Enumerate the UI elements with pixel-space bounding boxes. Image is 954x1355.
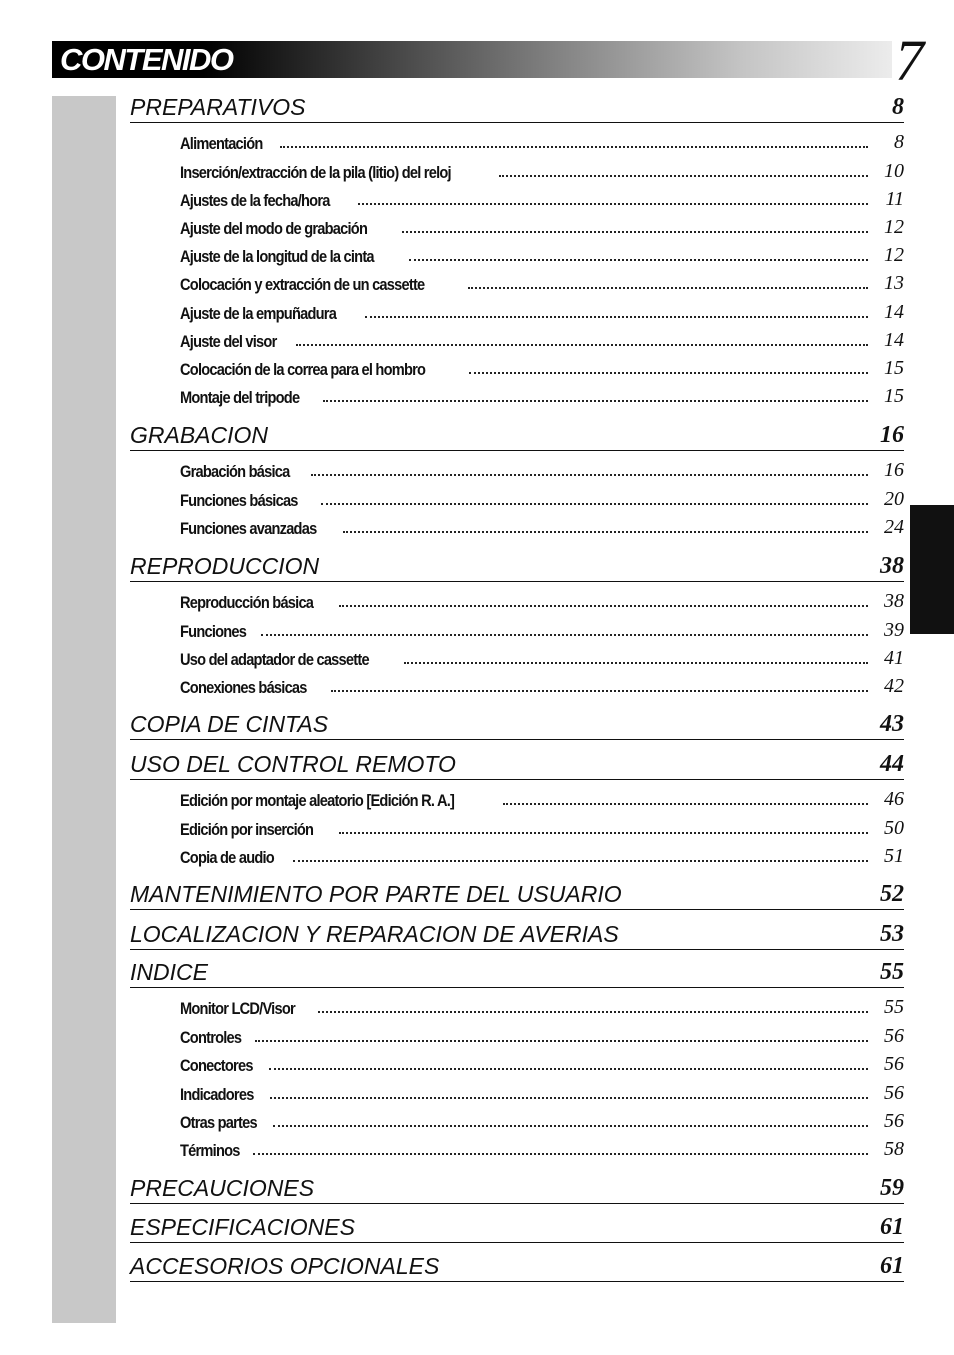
dot-leader — [273, 1124, 868, 1127]
dot-leader — [343, 530, 868, 533]
section-page-number: 61 — [880, 1253, 904, 1279]
dot-leader — [469, 371, 868, 374]
toc-entry[interactable] — [180, 352, 904, 380]
toc-entry[interactable] — [180, 1048, 904, 1076]
toc-entry[interactable] — [180, 812, 904, 840]
dot-leader — [365, 315, 868, 318]
entry-label: Ajuste de la longitud de la cinta — [180, 247, 374, 266]
toc-entry[interactable] — [180, 585, 904, 613]
toc-entry[interactable] — [180, 239, 904, 267]
entry-page-number: 42 — [884, 675, 904, 697]
dot-leader — [409, 258, 868, 261]
toc-entry[interactable] — [180, 483, 904, 511]
toc-entry[interactable] — [180, 183, 904, 211]
entry-page-number: 38 — [884, 590, 904, 612]
dot-leader — [402, 230, 868, 233]
toc-entry[interactable] — [180, 1133, 904, 1161]
dot-leader — [318, 1010, 868, 1013]
entry-label: Colocación y extracción de un cassette — [180, 275, 425, 294]
entry-page-number: 15 — [884, 385, 904, 407]
entry-page-number: 50 — [884, 817, 904, 839]
toc-section[interactable] — [130, 919, 904, 950]
dot-leader — [311, 473, 868, 476]
toc-entry[interactable] — [180, 783, 904, 811]
section-title: PREPARATIVOS — [130, 94, 306, 120]
entry-label: Edición por montaje aleatorio [Edición R. A.] — [180, 791, 455, 810]
dot-leader — [255, 1039, 868, 1042]
toc-section[interactable] — [130, 957, 904, 988]
toc-section[interactable] — [130, 551, 904, 582]
entry-page-number: 16 — [884, 459, 904, 481]
entry-label: Colocación de la correa para el hombro — [180, 360, 426, 379]
entry-label: Copia de audio — [180, 848, 274, 867]
entry-page-number: 56 — [884, 1082, 904, 1104]
section-page-number: 44 — [880, 751, 904, 777]
entry-label: Términos — [180, 1141, 240, 1160]
entry-label: Otras partes — [180, 1113, 257, 1132]
toc-entry[interactable] — [180, 155, 904, 183]
dot-leader — [331, 689, 868, 692]
dot-leader — [358, 202, 868, 205]
toc-entry[interactable] — [180, 126, 904, 154]
section-page-number: 16 — [880, 422, 904, 448]
entry-page-number: 14 — [884, 301, 904, 323]
toc-section[interactable] — [130, 420, 904, 451]
entry-page-number: 12 — [884, 244, 904, 266]
entry-label: Edición por inserción — [180, 820, 314, 839]
section-title: REPRODUCCION — [130, 553, 320, 579]
entry-label: Ajuste del modo de grabación — [180, 219, 368, 238]
entry-page-number: 56 — [884, 1053, 904, 1075]
toc-entry[interactable] — [180, 614, 904, 642]
side-thumb-tab — [910, 505, 954, 634]
left-margin-band — [52, 96, 116, 1323]
toc-entry[interactable] — [180, 840, 904, 868]
section-page-number: 55 — [880, 959, 904, 985]
dot-leader — [499, 174, 868, 177]
entry-page-number: 55 — [884, 996, 904, 1018]
section-title: USO DEL CONTROL REMOTO — [130, 751, 456, 777]
entry-page-number: 10 — [884, 160, 904, 182]
dot-leader — [404, 661, 868, 664]
entry-label: Funciones avanzadas — [180, 519, 317, 538]
entry-page-number: 12 — [884, 216, 904, 238]
entry-page-number: 41 — [884, 647, 904, 669]
section-page-number: 43 — [880, 711, 904, 737]
toc-entry[interactable] — [180, 296, 904, 324]
page-title: CONTENIDO — [60, 42, 233, 77]
entry-label: Ajustes de la fecha/hora — [180, 191, 330, 210]
entry-page-number: 58 — [884, 1138, 904, 1160]
toc-section[interactable] — [130, 879, 904, 910]
entry-page-number: 13 — [884, 272, 904, 294]
dot-leader — [280, 145, 868, 148]
toc-entry[interactable] — [180, 511, 904, 539]
dot-leader — [503, 802, 868, 805]
section-page-number: 8 — [892, 94, 904, 120]
toc-section[interactable] — [130, 1212, 904, 1243]
toc-entry[interactable] — [180, 1105, 904, 1133]
entry-label: Inserción/extracción de la pila (litio) del reloj — [180, 163, 451, 182]
entry-page-number: 11 — [885, 188, 904, 210]
section-page-number: 53 — [880, 921, 904, 947]
dot-leader — [468, 286, 868, 289]
entry-page-number: 20 — [884, 488, 904, 510]
entry-page-number: 56 — [884, 1110, 904, 1132]
entry-page-number: 51 — [884, 845, 904, 867]
entry-page-number: 8 — [894, 131, 904, 153]
entry-page-number: 15 — [884, 357, 904, 379]
dot-leader — [270, 1096, 868, 1099]
entry-page-number: 46 — [884, 788, 904, 810]
entry-label: Funciones básicas — [180, 491, 298, 510]
section-title: ESPECIFICACIONES — [130, 1214, 355, 1240]
section-title: ACCESORIOS OPCIONALES — [130, 1253, 440, 1279]
entry-page-number: 14 — [884, 329, 904, 351]
toc-entry[interactable] — [180, 324, 904, 352]
toc-section[interactable] — [130, 709, 904, 740]
dot-leader — [339, 604, 868, 607]
dot-leader — [261, 633, 868, 636]
section-page-number: 61 — [880, 1214, 904, 1240]
entry-label: Controles — [180, 1028, 242, 1047]
entry-label: Uso del adaptador de cassette — [180, 650, 369, 669]
entry-label: Conectores — [180, 1056, 253, 1075]
entry-label: Grabación básica — [180, 462, 290, 481]
entry-label: Ajuste de la empuñadura — [180, 304, 337, 323]
dot-leader — [321, 502, 868, 505]
dot-leader — [293, 859, 868, 862]
entry-label: Funciones — [180, 622, 247, 641]
toc-section[interactable] — [130, 1173, 904, 1204]
toc-entry[interactable] — [180, 1077, 904, 1105]
toc-entry[interactable] — [180, 670, 904, 698]
dot-leader — [296, 343, 868, 346]
toc-section[interactable] — [130, 92, 904, 123]
entry-page-number: 56 — [884, 1025, 904, 1047]
entry-page-number: 39 — [884, 619, 904, 641]
section-page-number: 38 — [880, 553, 904, 579]
toc-entry[interactable] — [180, 642, 904, 670]
entry-label: Indicadores — [180, 1085, 254, 1104]
section-page-number: 59 — [880, 1175, 904, 1201]
toc-entry[interactable] — [180, 211, 904, 239]
toc-entry[interactable] — [180, 380, 904, 408]
section-title: LOCALIZACION Y REPARACION DE AVERIAS — [130, 921, 619, 947]
section-title: PRECAUCIONES — [130, 1175, 315, 1201]
toc-section[interactable] — [130, 749, 904, 780]
toc-section[interactable] — [130, 1251, 904, 1282]
dot-leader — [323, 399, 868, 402]
entry-label: Montaje del tripode — [180, 388, 300, 407]
section-page-number: 52 — [880, 881, 904, 907]
dot-leader — [339, 831, 868, 834]
toc-entry[interactable] — [180, 1020, 904, 1048]
entry-label: Reproducción básica — [180, 593, 314, 612]
toc-entry[interactable] — [180, 267, 904, 295]
toc-entry[interactable] — [180, 991, 904, 1019]
entry-page-number: 24 — [884, 516, 904, 538]
entry-label: Monitor LCD/Visor — [180, 999, 295, 1018]
section-title: GRABACION — [130, 422, 269, 448]
entry-label: Alimentación — [180, 134, 263, 153]
section-title: COPIA DE CINTAS — [130, 711, 329, 737]
dot-leader — [253, 1152, 868, 1155]
section-title: MANTENIMIENTO POR PARTE DEL USUARIO — [130, 881, 622, 907]
entry-label: Ajuste del visor — [180, 332, 277, 351]
page-number: 7 — [895, 28, 924, 93]
dot-leader — [269, 1067, 868, 1070]
section-title: INDICE — [130, 959, 208, 985]
toc-entry[interactable] — [180, 454, 904, 482]
entry-label: Conexiones básicas — [180, 678, 307, 697]
